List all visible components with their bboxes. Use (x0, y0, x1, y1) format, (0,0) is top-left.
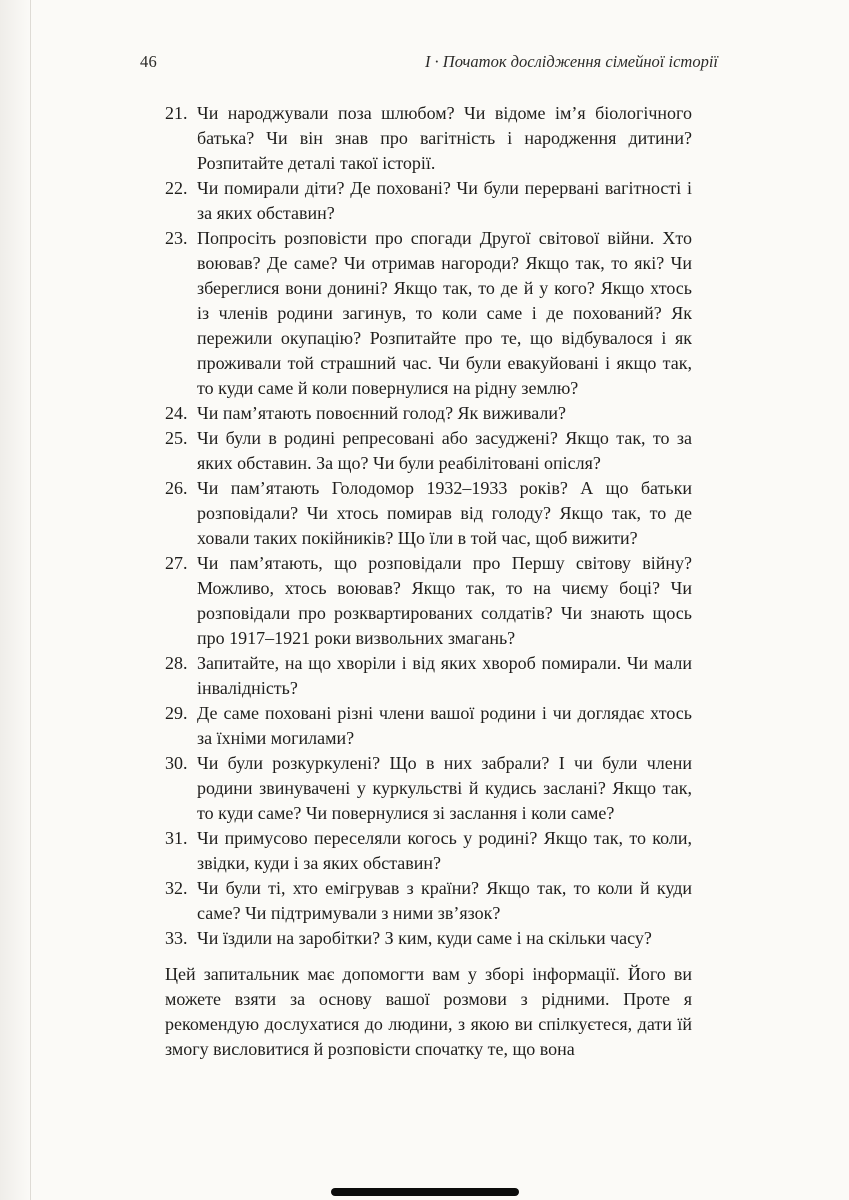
text-block (165, 101, 692, 1062)
item-text: Чи пам’ятають, що розповідали про Першу світову війну? Можливо, хтось воював? Якщо так, то на чиєму боці? Чи розповідали про розквартированих солдатів? Чи знають щось про 1917–1921 роки визвольних змагань? (197, 553, 692, 648)
list-item (165, 926, 692, 951)
list-item (165, 551, 692, 651)
item-text: Чи примусово переселяли когось у родині? Якщо так, то коли, звідки, куди і за яких обставин? (197, 828, 692, 873)
item-number: 22. (165, 178, 188, 198)
list-item (165, 701, 692, 751)
item-number: 26. (165, 478, 188, 498)
item-number: 32. (165, 878, 188, 898)
item-text: Чи пам’ятають Голодомор 1932–1933 років? А що батьки розповідали? Чи хтось помирав від голоду? Якщо так, то де ховали таких покійників? Що їли в той час, щоб вижити? (197, 478, 692, 548)
list-item (165, 101, 692, 176)
item-number: 21. (165, 103, 188, 123)
item-number: 30. (165, 753, 188, 773)
list-item (165, 751, 692, 826)
closing-paragraph: Цей запитальник має допомогти вам у зборі інформації. Його ви можете взяти за основу вашої розмови з рідними. Проте я рекомендую дослухатися до людини, з якою ви спілкуєтеся, дати їй змогу висловитися й розповісти спочатку те, що вона (165, 964, 692, 1059)
list-item (165, 826, 692, 876)
item-number: 24. (165, 403, 188, 423)
list-item (165, 401, 692, 426)
item-number: 25. (165, 428, 188, 448)
page-number: 46 (140, 52, 158, 71)
item-text: Попросіть розповісти про спогади Другої світової війни. Хто воював? Де саме? Чи отримав нагороди? Якщо так, то які? Чи збереглися вони донині? Якщо так, то де й у кого? Якщо хтось із членів родини загинув, то коли саме і де похований? Як пережили окупацію? Розпитайте про те, що відбувалося і як проживали той страшний час. Чи були евакуйовані і якщо так, то куди саме й коли повернулися на рідну землю? (197, 228, 692, 398)
list-item (165, 226, 692, 401)
list-item (165, 476, 692, 551)
list-item (165, 651, 692, 701)
page-header (140, 52, 718, 72)
item-text: Чи народжували поза шлюбом? Чи відоме ім’я біологічного батька? Чи він знав про вагітність і народження дитини? Розпитайте деталі такої історії. (197, 103, 692, 173)
item-number: 31. (165, 828, 188, 848)
item-text: Чи помирали діти? Де поховані? Чи були перервані вагітності і за яких обставин? (197, 178, 692, 223)
page-left-edge-line (30, 0, 31, 1200)
list-item (165, 426, 692, 476)
item-number: 27. (165, 553, 188, 573)
item-text: Чи були в родині репресовані або засуджені? Якщо так, то за яких обставин. За що? Чи були реабілітовані опісля? (197, 428, 692, 473)
item-text: Чи були розкуркулені? Що в них забрали? І чи були члени родини звинувачені у куркульстві й кудись заслані? Якщо так, то куди саме? Чи повернулися зі заслання і коли саме? (197, 753, 692, 823)
list-item (165, 176, 692, 226)
item-number: 29. (165, 703, 188, 723)
item-text: Чи пам’ятають повоєнний голод? Як виживали? (197, 403, 567, 423)
page-left-edge-shade (0, 0, 30, 1200)
item-number: 23. (165, 228, 188, 248)
home-indicator-bar (331, 1188, 519, 1196)
item-text: Де саме поховані різні члени вашої родини і чи доглядає хтось за їхніми могилами? (197, 703, 692, 748)
question-list (165, 101, 692, 951)
item-number: 28. (165, 653, 188, 673)
item-text: Чи були ті, хто емігрував з країни? Якщо так, то коли й куди саме? Чи підтримували з ними зв’язок? (197, 878, 692, 923)
item-text: Чи їздили на заробітки? З ким, куди саме і на скільки часу? (197, 928, 652, 948)
list-item (165, 876, 692, 926)
running-header: І · Початок дослідження сімейної історії (424, 52, 718, 71)
item-text: Запитайте, на що хворіли і від яких хвороб помирали. Чи мали інвалідність? (197, 653, 692, 698)
item-number: 33. (165, 928, 188, 948)
